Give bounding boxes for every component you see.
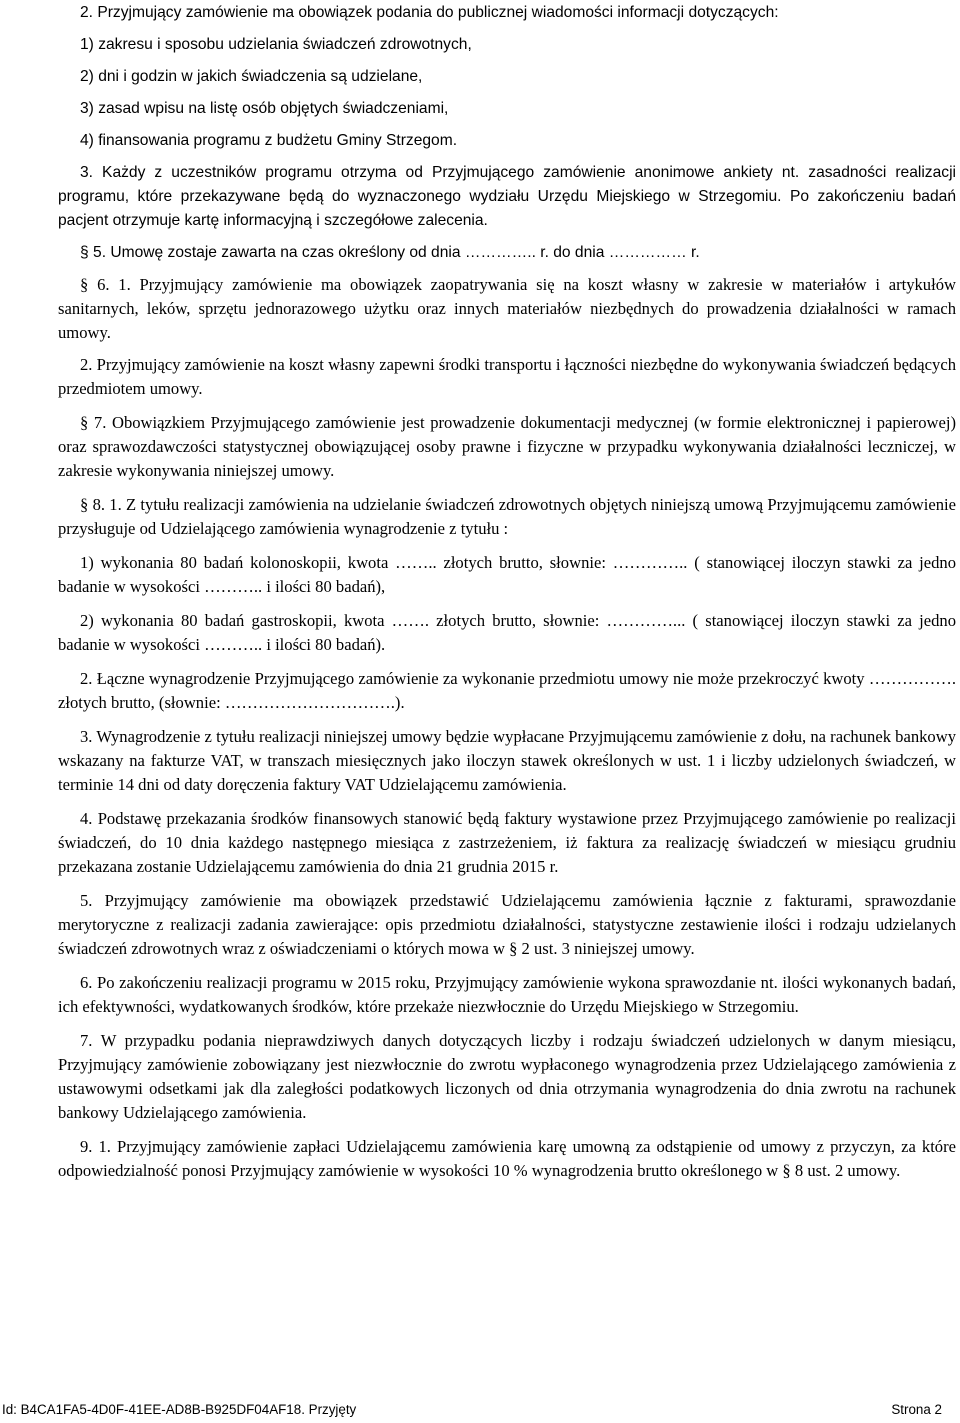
section-8-payment: 3. Wynagrodzenie z tytułu realizacji niniejszej umowy będzie wypłacane Przyjmującemu zamówienie z dołu, na rachunek bankowy wskazany na fakturze VAT, w transzach miesięcznych jako iloczyn stawek określonych w ust. 1 i liczby udzielonych świadczeń, w terminie 14 dni od daty doręczenia faktury VAT Udzielającemu zamówienia.	[58, 727, 956, 794]
section-6-materials	[58, 273, 956, 345]
remuneration-item-gastroscopy: 2) wykonania 80 badań gastroskopii, kwota ……. złotych brutto, słownie: …………... ( stanowiącej iloczyn stawki za jedno badanie w wysokości ……….. i ilości 80 badań).	[58, 611, 956, 654]
section-mark: §	[80, 244, 89, 261]
section-mark: §	[80, 413, 89, 432]
section-7-documentation	[58, 411, 956, 483]
section-5-text: 5. Umowę zostaje zawarta na czas określony od dnia ………….. r. do dnia …………… r.	[93, 244, 700, 261]
section-8-refund: 7. W przypadku podania nieprawdziwych danych dotyczących liczby i rodzaju świadczeń udzielonych w danym miesiącu, Przyjmujący zamówienie zobowiązany jest niezwłocznie do zwrotu wypłaconego wynagrodzenia przez Udzielającego zamówienia z ustawowymi odsetkami jak dla zaległości podatkowych liczonych od dnia otrzymania wynagrodzenia do dnia zwrotu na rachunek bankowy Udzielającego zamówienia.	[58, 1031, 956, 1122]
page-number: Strona 2	[891, 1402, 942, 1417]
document-id: Id: B4CA1FA5-4D0F-41EE-AD8B-B925DF04AF18. Przyjęty	[2, 1402, 357, 1417]
section-8-text: 8. 1. Z tytułu realizacji zamówienia na udzielanie świadczeń zdrowotnych objętych niniejszą umową Przyjmującemu zamówienie przysługuje od Udzielającego zamówienia wynagrodzenie z tytułu :	[58, 495, 956, 538]
document-body	[58, 0, 956, 1183]
list-item-days-hours: 2) dni i godzin w jakich świadczenia są udzielane,	[80, 68, 423, 85]
list-item-enrollment: 3) zasad wpisu na listę osób objętych świadczeniami,	[80, 100, 449, 117]
section-8-remuneration	[58, 493, 956, 541]
section-6-transport: 2. Przyjmujący zamówienie na koszt własny zapewni środki transportu i łączności niezbędne do wykonywania świadczeń będących przedmiotem umowy.	[58, 355, 956, 398]
section-5-term	[58, 241, 956, 265]
section-6-text: 6. 1. Przyjmujący zamówienie ma obowiązek zaopatrywania się na koszt własny w zakresie w materiałów i artykułów sanitarnych, leków, sprzętu jednorazowego użytku oraz innych materiałów niezbędnych do prowadzenia działalności w ramach umowy.	[58, 275, 956, 342]
list-item-financing: 4) finansowania programu z budżetu Gminy Strzegom.	[80, 132, 458, 149]
page-footer	[0, 1398, 960, 1420]
section-9-penalty: 9. 1. Przyjmujący zamówienie zapłaci Udzielającemu zamówienia karę umowną za odstąpienie od umowy z przyczyn, za które odpowiedzialność ponosi Przyjmujący zamówienie w wysokości 10 % wynagrodzenia brutto określonego w § 8 ust. 2 umowy.	[58, 1137, 956, 1180]
section-7-text: 7. Obowiązkiem Przyjmującego zamówienie jest prowadzenie dokumentacji medycznej (w formie elektronicznej i papierowej) oraz sprawozdawczości statystycznej obowiązującej osoby prawne i fizyczne w przypadku wykonywania działalności leczniczej, w zakresie wykonywania niniejszej umowy.	[58, 413, 956, 480]
section-mark: §	[80, 495, 89, 514]
paragraph-surveys: 3. Każdy z uczestników programu otrzyma od Przyjmującego zamówienie anonimowe ankiety nt. zasadności realizacji programu, które przekazywane będą do wyznaczonego wydziału Urzędu Miejskiego w Strzegomiu. Po zakończeniu badań pacjent otrzymuje kartę informacyjną i szczegółowe zalecenia.	[58, 164, 956, 229]
section-8-total: 2. Łączne wynagrodzenie Przyjmującego zamówienie za wykonanie przedmiotu umowy nie może przekroczyć kwoty ……………. złotych brutto, (słownie: ………………………….).	[58, 669, 956, 712]
section-mark: §	[80, 275, 89, 294]
section-8-invoices: 4. Podstawę przekazania środków finansowych stanowić będą faktury wystawione przez Przyjmującego zamówienie po realizacji świadczeń, do 10 dnia każdego następnego miesiąca z zastrzeżeniem, iż faktura za realizację świadczeń w miesiącu grudniu przekazana zostanie Udzielającemu zamówienia do dnia 21 grudnia 2015 r.	[58, 809, 956, 876]
list-item-scope: 1) zakresu i sposobu udzielania świadczeń zdrowotnych,	[80, 36, 472, 53]
section-8-final-report: 6. Po zakończeniu realizacji programu w 2015 roku, Przyjmujący zamówienie wykona sprawozdanie nt. ilości wykonanych badań, ich efektywności, wydatkowanych środków, które przekaże niezwłocznie do Urzędu Miejskiego w Strzegomiu.	[58, 973, 956, 1016]
remuneration-item-colonoscopy: 1) wykonania 80 badań kolonoskopii, kwota …….. złotych brutto, słownie: ………….. ( stanowiącej iloczyn stawki za jedno badanie w wysokości ……….. i ilości 80 badań),	[58, 553, 956, 596]
section-8-report: 5. Przyjmujący zamówienie ma obowiązek przedstawić Udzielającemu zamówienia łącznie z fakturami, sprawozdanie merytoryczne z realizacji zadania zawierające: opis przedmiotu działalności, statystyczne zestawienie ilości i rodzaju udzielanych świadczeń zdrowotnych wraz z oświadczeniami o których mowa w § 2 ust. 3 niniejszej umowy.	[58, 891, 956, 958]
paragraph-info-obligation: 2. Przyjmujący zamówienie ma obowiązek podania do publicznej wiadomości informacji dotyczących:	[80, 4, 779, 21]
